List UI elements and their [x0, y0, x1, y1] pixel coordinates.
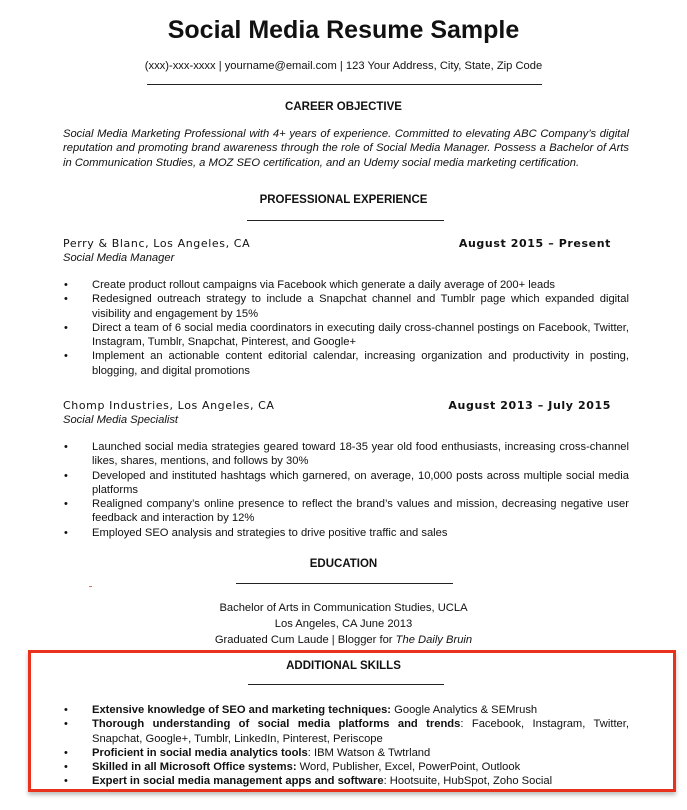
job-bullet-list	[63, 278, 629, 378]
bullet-icon: •	[64, 469, 68, 482]
list-item: • Realigned company’s online presence to reflect the brand’s values and mission, decreasing negative user feedback and interaction by 12%	[64, 498, 629, 525]
education-honors: Graduated Cum Laude | Blogger for The Daily Bruin	[214, 634, 473, 646]
education-degree: Bachelor of Arts in Communication Studies, UCLA	[219, 602, 468, 614]
list-item: • Employed SEO analysis and strategies to drive positive traffic and sales	[64, 526, 448, 539]
skill-item: • Thorough understanding of social media platforms and trends: Facebook, Instagram, Twitter, Snapchat, Google+, Tumblr, LinkedIn, Pinterest, Periscope	[64, 718, 629, 745]
bullet-icon: •	[64, 441, 68, 453]
education-heading: EDUCATION	[309, 558, 378, 570]
education-divider	[236, 583, 453, 584]
bullet-icon: •	[64, 498, 68, 511]
contact-line: (xxx)-xxx-xxxx | yourname@email.com | 123 Your Address, City, State, Zip Code	[144, 60, 543, 72]
job-company: Perry & Blanc, Los Angeles, CA	[63, 237, 251, 250]
skill-label: Skilled in all Microsoft Office systems:	[92, 761, 297, 774]
list-item: • Developed and instituted hashtags which garnered, on average, 10,000 posts across multiple social media platforms	[64, 469, 629, 496]
list-item: • Launched social media strategies geared toward 18-35 year old food enthusiasts, increasing cross-channel likes, shares, mentions, and follows by 30%	[64, 441, 629, 468]
education-location-date: Los Angeles, CA June 2013	[274, 618, 413, 630]
career-objective-heading: CAREER OBJECTIVE	[285, 101, 402, 113]
professional-experience-heading: PROFESSIONAL EXPERIENCE	[259, 194, 428, 206]
publication-name: The Daily Bruin	[395, 634, 473, 646]
skill-item: • Expert in social media management apps and software: Hootsuite, HubSpot, Zoho Social	[64, 775, 553, 788]
skill-value: Facebook, Instagram, Twitter, Snapchat, Google+, Tumblr, LinkedIn, Pinterest, Periscope	[92, 718, 629, 745]
job-dates: August 2013 – July 2015	[448, 399, 611, 412]
bullet-icon: •	[64, 321, 68, 334]
skill-value: Google Analytics & SEMrush	[391, 704, 538, 716]
bullet-icon: •	[64, 718, 68, 731]
skills-list	[63, 703, 629, 789]
skill-value: Hootsuite, HubSpot, Zoho Social	[386, 775, 553, 788]
job-bullet-list	[63, 440, 629, 540]
skill-label: Thorough understanding of social media platforms and trends	[92, 718, 461, 731]
additional-skills-divider	[248, 684, 444, 685]
list-item: • Implement an actionable content editorial calendar, increasing organization and productivity in posting, blogging, and digital promotions	[64, 350, 629, 377]
list-item: • Redesigned outreach strategy to include a Snapchat channel and Tumblr page which expanded digital visibility and engagement by 15%	[64, 293, 629, 320]
bullet-icon: •	[64, 526, 68, 539]
scan-artifact	[89, 586, 92, 587]
job-role: Social Media Specialist	[63, 414, 179, 426]
bullet-icon: •	[64, 761, 68, 774]
list-item: • Create product rollout campaigns via Facebook which generate a daily average of 200+ leads	[64, 279, 556, 291]
additional-skills-heading: ADDITIONAL SKILLS	[286, 660, 401, 672]
list-item: • Direct a team of 6 social media coordinators in executing daily cross-channel postings on Facebook, Twitter, Instagram, Tumblr, Snapchat, Pinterest, and Google+	[64, 321, 629, 349]
skill-label: Proficient in social media analytics tools	[92, 746, 308, 759]
career-objective-text: Social Media Marketing Professional with 4+ years of experience. Committed to elevating ABC Company’s digital reputation and promoting brand awareness through the role of Social Media Manager. Possess a Bachelor of Arts in Communication Studies, a MOZ SEO certification, and an Udemy social media marketing certification.	[63, 128, 629, 169]
header-divider	[147, 84, 542, 85]
job-role: Social Media Manager	[63, 252, 175, 264]
skill-item	[63, 703, 629, 717]
skill-item	[63, 760, 629, 774]
bullet-icon: •	[64, 350, 68, 363]
skill-label: Expert in social media management apps and software	[92, 775, 384, 788]
bullet-icon: •	[64, 775, 68, 788]
skill-item: • Proficient in social media analytics tools: IBM Watson & Twtrland	[64, 746, 431, 759]
skill-value: Word, Publisher, Excel, PowerPoint, Outlook	[296, 761, 521, 774]
resume-title: Social Media Resume Sample	[167, 16, 520, 44]
bullet-icon: •	[64, 279, 68, 291]
skill-value: IBM Watson & Twtrland	[310, 746, 431, 759]
job-dates: August 2015 – Present	[458, 237, 611, 250]
bullet-icon: •	[64, 704, 68, 716]
bullet-icon: •	[64, 293, 68, 306]
job-company: Chomp Industries, Los Angeles, CA	[63, 399, 275, 412]
professional-experience-divider	[247, 220, 444, 221]
skill-label: Extensive knowledge of SEO and marketing techniques:	[92, 704, 392, 716]
bullet-icon: •	[64, 746, 68, 759]
